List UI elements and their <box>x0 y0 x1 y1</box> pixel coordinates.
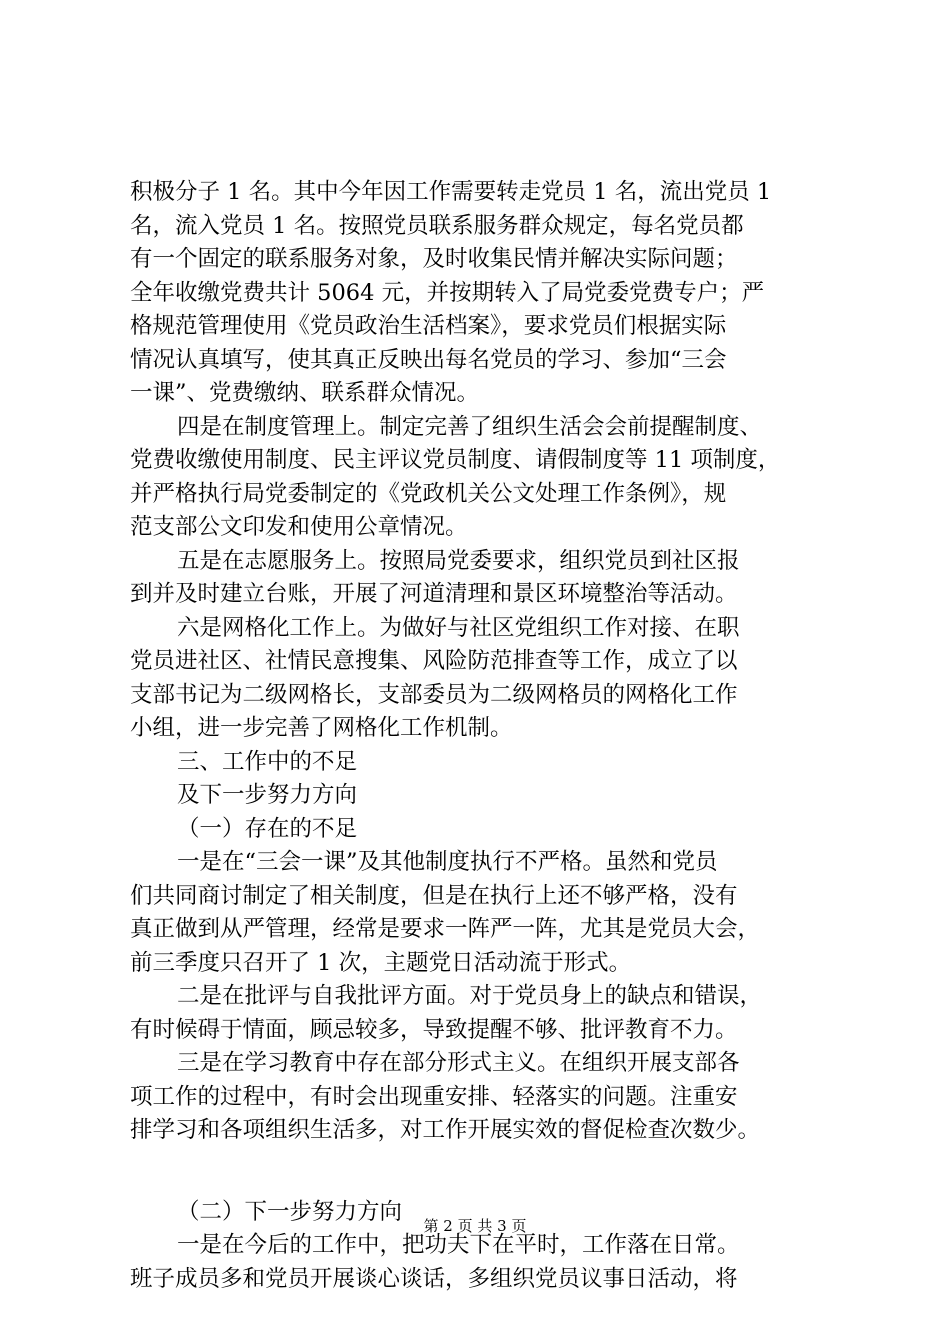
page-footer <box>0 1216 950 1236</box>
text-line: 们共同商讨制定了相关制度，但是在执行上还不够严格，没有 <box>130 882 738 909</box>
text-line: 支部书记为二级网格长，支部委员为二级网格员的网格化工作 <box>130 681 738 708</box>
text-line: 小组，进一步完善了网格化工作机制。 <box>130 715 513 741</box>
paragraph-start-line: 五是在志愿服务上。按照局党委要求，组织党员到社区报 <box>177 547 740 574</box>
text-line: 党员进社区、社情民意搜集、风险防范排查等工作，成立了以 <box>130 648 738 674</box>
text-line: 排学习和各项组织生活多，对工作开展实效的督促检查次数少。 <box>130 1117 761 1143</box>
text-line: 并严格执行局党委制定的《党政机关公文处理工作条例》，规 <box>130 480 727 507</box>
subsection-heading: （一）存在的不足 <box>177 815 358 842</box>
text-line: 范支部公文印发和使用公章情况。 <box>130 514 468 540</box>
paragraph-start-line: 四是在制度管理上。制定完善了组织生活会会前提醒制度、 <box>177 413 763 440</box>
text-line: 情况认真填写，使其真正反映出每名党员的学习、参加“三会 <box>130 346 727 373</box>
paragraph-start-line: 一是在今后的工作中，把功夫下在平时，工作落在日常。 <box>177 1232 740 1258</box>
section-heading-continued: 及下一步努力方向 <box>177 782 358 808</box>
text-line: 到并及时建立台账，开展了河道清理和景区环境整治等活动。 <box>130 581 738 607</box>
text-line: 真正做到从严管理，经常是要求一阵严一阵，尤其是党员大会， <box>130 916 761 942</box>
text-line: 积极分子 1 名。其中今年因工作需要转走党员 1 名，流出党员 1 <box>130 179 772 205</box>
text-line: 一课”、党费缴纳、联系群众情况。 <box>130 380 480 406</box>
text-line: 格规范管理使用《党员政治生活档案》，要求党员们根据实际 <box>130 313 727 339</box>
text-line: 党费收缴使用制度、民主评议党员制度、请假制度等 11 项制度， <box>130 447 781 473</box>
paragraph-start-line: 二是在批评与自我批评方面。对于党员身上的缺点和错误， <box>177 983 763 1009</box>
blank-line <box>130 1148 830 1196</box>
subsection-heading: （二）下一步努力方向 <box>177 1198 403 1225</box>
paragraph-start-line: 三是在学习教育中存在部分形式主义。在组织开展支部各 <box>177 1050 740 1076</box>
text-line: 项工作的过程中，有时会出现重安排、轻落实的问题。注重安 <box>130 1083 738 1110</box>
paragraph-start-line: 一是在“三会一课”及其他制度执行不严格。虽然和党员 <box>177 849 718 875</box>
paragraph-start-line: 六是网格化工作上。为做好与社区党组织工作对接、在职 <box>177 614 740 641</box>
text-line: 有一个固定的联系服务对象，及时收集民情并解决实际问题； <box>130 246 738 272</box>
page-number-label: 第 2 页 共 3 页 <box>423 1217 527 1235</box>
text-line: 全年收缴党费共计 5064 元，并按期转入了局党委党费专户；严 <box>130 279 765 306</box>
text-line: 班子成员多和党员开展谈心谈话，多组织党员议事日活动，将 <box>130 1265 738 1292</box>
text-line: 名，流入党员 1 名。按照党员联系服务群众规定，每名党员都 <box>130 212 744 239</box>
text-line: 有时候碍于情面，顾忌较多，导致提醒不够、批评教育不力。 <box>130 1016 738 1043</box>
text-line: 前三季度只召开了 1 次，主题党日活动流于形式。 <box>130 949 632 976</box>
document-body <box>130 176 830 1296</box>
section-heading: 三、工作中的不足 <box>177 748 358 775</box>
